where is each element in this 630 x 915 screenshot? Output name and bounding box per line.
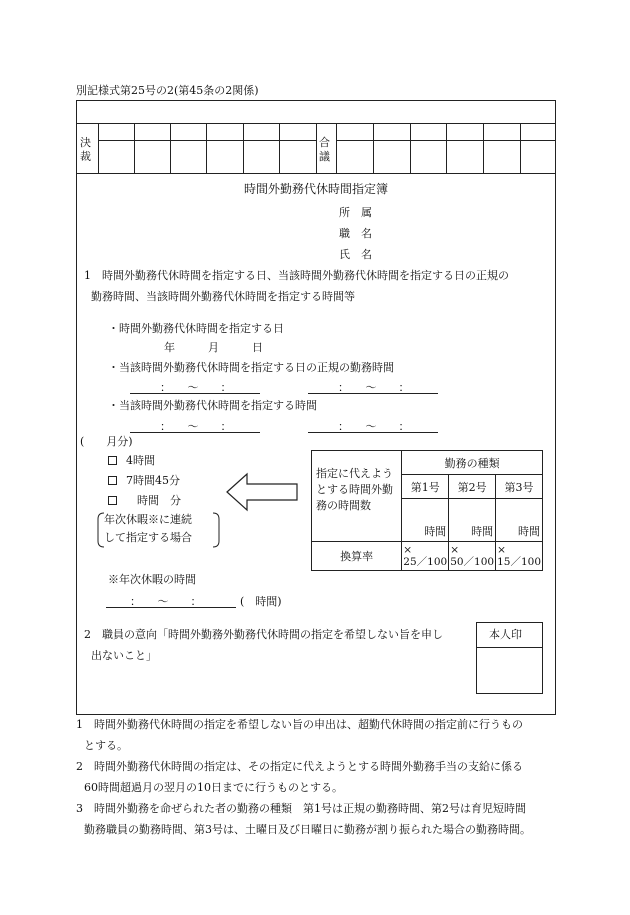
rate-label: 換算率	[312, 542, 402, 571]
regular-time-2: ： 〜 ：	[338, 381, 410, 394]
kind-2: 第2号	[449, 475, 496, 499]
hours-cell-3: 時間	[496, 499, 543, 542]
regular-time-2-line	[308, 393, 438, 394]
rate-3: × 15／100	[496, 542, 543, 571]
annual-time: ： 〜 ：	[130, 595, 202, 608]
hours-cell-2: 時間	[449, 499, 496, 542]
kind-3: 第3号	[496, 475, 543, 499]
note1-line2: とする。	[84, 739, 128, 752]
day-ymd: 年 月 日	[164, 341, 263, 354]
note1-line1: 1 時間外勤務代休時間の指定を希望しない旨の申出は、超勤代休時間の指定前に行うもの	[76, 718, 523, 731]
note3-line1: 3 時間外勤務を命ぜられた者の勤務の種類 第1号は正規の勤務時間、第2号は育児短時間	[76, 802, 526, 815]
annual-suffix: ( 時間)	[240, 595, 282, 608]
kind-1: 第1号	[402, 475, 449, 499]
section1-line2: 勤務時間、当該時間外勤務代休時間を指定する時間等	[91, 290, 355, 303]
month-label: ( 月分)	[80, 435, 133, 448]
kessai-label: 決裁	[80, 136, 91, 163]
time-1-line	[130, 432, 260, 433]
row-header: 指定に代えようとする時間外勤務の時間数	[312, 451, 402, 542]
rate-1: × 25／100	[402, 542, 449, 571]
hours-cell-1: 時間	[402, 499, 449, 542]
gougi-label: 合議	[319, 136, 330, 163]
form-title: 時間外勤務代休時間指定簿	[244, 182, 389, 196]
field-shozoku: 所 属	[339, 206, 372, 219]
section1-line1: 1 時間外勤務代休時間を指定する日、当該時間外勤務代休時間を指定する日の正規の	[84, 269, 509, 282]
section2-line2: 出ないこと」	[91, 649, 157, 662]
time-2: ： 〜 ：	[338, 420, 410, 433]
bracket-line1: 年次休暇※に連続	[104, 513, 192, 526]
checkbox[interactable]	[108, 476, 117, 485]
regular-time-1-line	[130, 393, 260, 394]
field-shimei: 氏 名	[339, 248, 372, 261]
bracket-line2: して指定する場合	[104, 531, 192, 544]
time-2-line	[308, 432, 438, 433]
time-1: ： 〜 ：	[160, 420, 232, 433]
checkbox[interactable]	[108, 496, 117, 505]
form-code: 別記様式第25号の2(第45条の2関係)	[76, 84, 259, 97]
rate-2: × 50／100	[449, 542, 496, 571]
option-7h45: 7時間45分	[108, 474, 180, 487]
note2-line2: 60時間超過月の翌月の10日までに行うものとする。	[84, 781, 343, 794]
conversion-table	[311, 450, 543, 571]
section2-line1: 2 職員の意向「時間外勤務外勤務代休時間の指定を希望しない旨を申し	[84, 628, 443, 641]
note2-line1: 2 時間外勤務代休時間の指定は、その指定に代えようとする時間外勤務手当の支給に係る	[76, 760, 523, 773]
annual-line	[106, 607, 236, 608]
option-4h: 4時間	[108, 454, 155, 467]
option-custom: 時間 分	[108, 494, 181, 507]
note3-line2: 勤務職員の勤務時間、第3号は、土曜日及び日曜日に勤務が割り振られた場合の勤務時間。	[84, 823, 531, 836]
seal-label: 本人印	[489, 628, 522, 641]
item-regular: ・当該時間外勤務代休時間を指定する日の正規の勤務時間	[108, 361, 394, 374]
field-shokumei: 職 名	[339, 227, 372, 240]
annual-label: ※年次休暇の時間	[108, 573, 196, 586]
item-day: ・時間外勤務代休時間を指定する日	[108, 322, 284, 335]
item-time: ・当該時間外勤務代休時間を指定する時間	[108, 399, 317, 412]
regular-time-1: ： 〜 ：	[160, 381, 232, 394]
left-arrow-icon	[225, 472, 300, 512]
kind-header: 勤務の種類	[402, 451, 543, 475]
checkbox[interactable]	[108, 456, 117, 465]
